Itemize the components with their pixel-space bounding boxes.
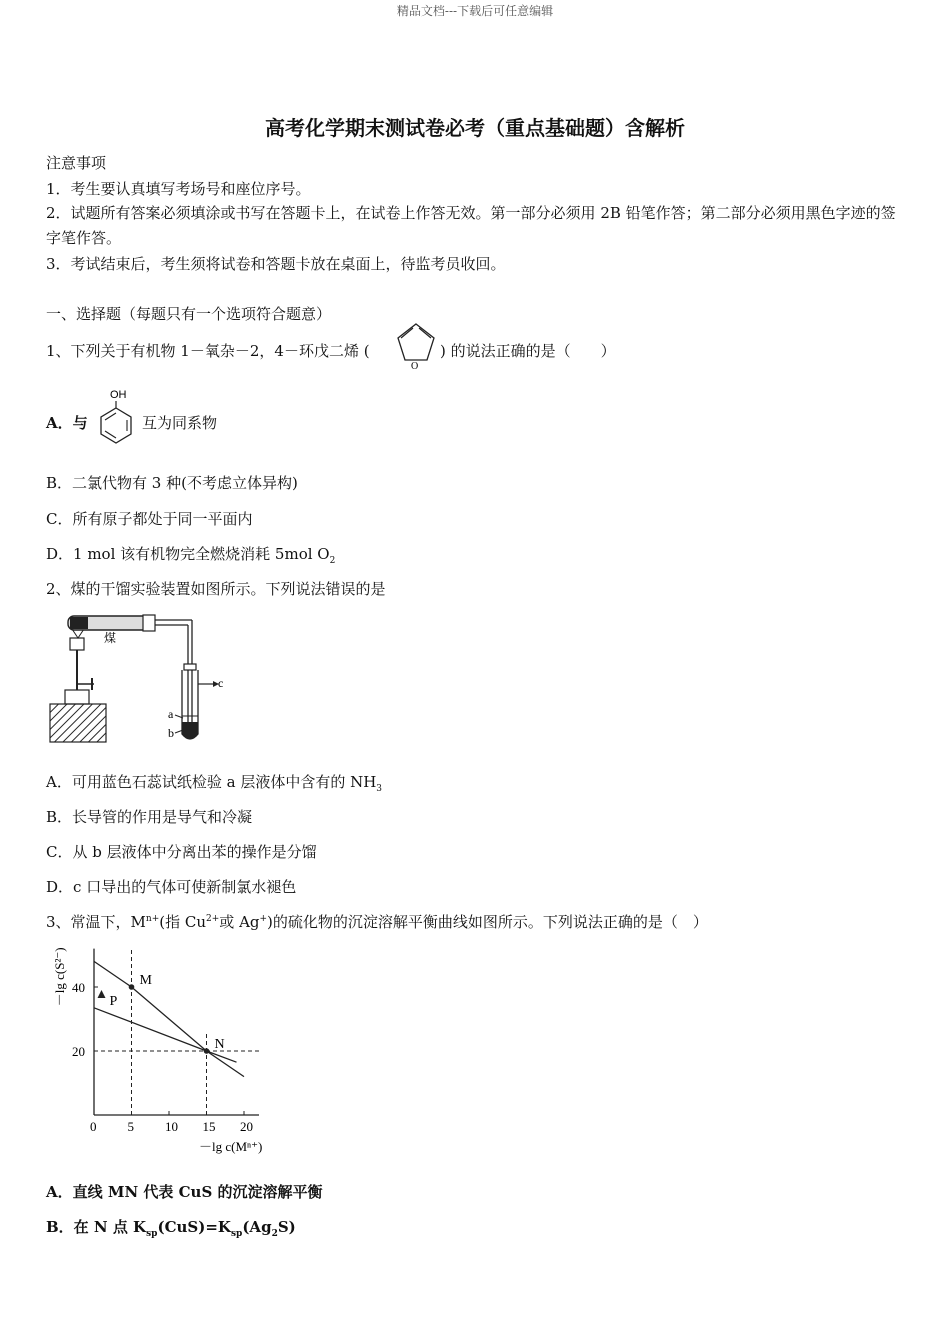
- notice-item: 3．考试结束后，考生须将试卷和答题卡放在桌面上，待监考员收回。: [46, 255, 506, 273]
- x-tick-label: 20: [240, 1119, 253, 1134]
- solubility-chart: [40, 940, 290, 1160]
- y-tick-label: 20: [72, 1044, 85, 1059]
- x-axis-label: －lg c(Mⁿ⁺): [199, 1139, 263, 1154]
- point-label: M: [139, 973, 152, 988]
- q1-option-d: D．1 mol 该有机物完全燃烧消耗 5mol $O_2$: [46, 545, 336, 566]
- x-tick-label: 5: [127, 1119, 134, 1134]
- x-tick-label: 15: [202, 1119, 216, 1134]
- q1-option-a-post: 互为同系物: [142, 414, 218, 432]
- label-b: b: [168, 726, 174, 740]
- q2-option-c: C．从 b 层液体中分离出苯的操作是分馏: [46, 843, 317, 861]
- section-heading: 一、选择题（每题只有一个选项符合题意）: [46, 305, 332, 323]
- q2-option-a: A．可用蓝色石蕊试纸检验 a 层液体中含有的 $NH_3$: [46, 773, 383, 794]
- furan-o-label: O: [411, 361, 419, 372]
- q3-option-b: B．在 N 点 $K_{sp}(CuS)=K_{sp}(Ag_2S)$: [46, 1218, 296, 1239]
- q2-stem: 2、煤的干馏实验装置如图所示。下列说法错误的是: [46, 580, 386, 598]
- label-c: c: [218, 676, 224, 690]
- q1-option-a-pre: A．与: [46, 414, 88, 432]
- point-marker: [129, 984, 135, 990]
- label-a: a: [168, 707, 174, 721]
- q2-option-b: B．长导管的作用是导气和冷凝: [46, 808, 253, 826]
- furan-structure-icon: [388, 318, 443, 373]
- q1-stem-pre: 1、下列关于有机物 1－氧杂－2，4－环戊二烯 (: [46, 342, 370, 360]
- dry-distillation-apparatus: [48, 612, 238, 747]
- point-label: P: [109, 994, 118, 1009]
- point-marker: [98, 990, 106, 998]
- q1-stem-post: ) 的说法正确的是（ ）: [440, 342, 616, 360]
- y-tick-label: 40: [72, 980, 85, 995]
- series-line-1: [94, 961, 244, 1076]
- x-tick-label: 10: [165, 1119, 178, 1134]
- phenol-structure-icon: [96, 386, 141, 446]
- q3-stem: 3、常温下，$M^{n+}$(指 $Cu^{2+}$或 Ag+)的硫化物的沉淀溶解平衡曲线如图所示。下列说法正确的是（ ）: [46, 913, 708, 931]
- point-label: N: [214, 1037, 225, 1052]
- label-coal: 煤: [104, 631, 117, 645]
- page-header: 精品文档---下载后可任意编辑: [396, 4, 554, 18]
- notice-item: 2．试题所有答案必须填涂或书写在答题卡上，在试卷上作答无效。第一部分必须用 2B 铅笔作答；第二部分必须用黑色字迹的签字笔作答。: [46, 204, 896, 247]
- point-marker: [204, 1048, 210, 1054]
- q2-option-d: D．c 口导出的气体可使新制氯水褪色: [46, 878, 297, 896]
- notice-item: 1．考生要认真填写考场号和座位序号。: [46, 180, 311, 198]
- notice-heading: 注意事项: [46, 154, 107, 172]
- q1-option-c: C．所有原子都处于同一平面内: [46, 510, 253, 528]
- q3-option-a: A．直线 MN 代表 CuS 的沉淀溶解平衡: [46, 1183, 323, 1201]
- page-title: 高考化学期末测试卷必考（重点基础题）含解析: [265, 116, 685, 140]
- q1-option-b: B．二氯代物有 3 种(不考虑立体异构): [46, 474, 298, 492]
- phenol-oh-label: OH: [110, 389, 127, 401]
- y-axis-label: －lg c(S²⁻): [52, 947, 67, 1007]
- x-tick-label: 0: [90, 1119, 97, 1134]
